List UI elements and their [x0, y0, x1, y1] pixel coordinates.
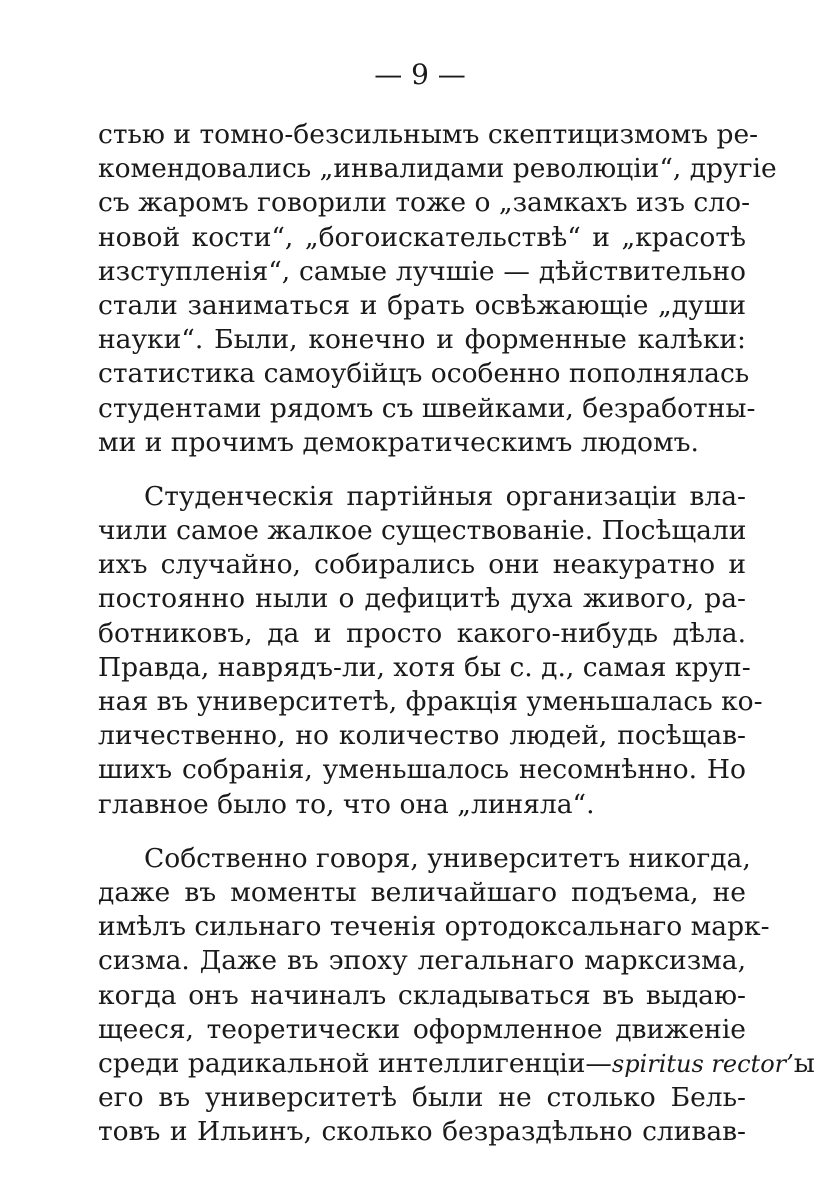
text-line: Правда, наврядъ-ли, хотя бы с. д., самая круп-: [98, 651, 751, 683]
text-line: даже въ моменты величайшаго подъема, не: [98, 876, 746, 908]
text-line: стью и томно-безсильнымъ скептицизмомъ ре-: [98, 119, 759, 150]
text-line: ботниковъ, да и просто какого-нибудь дѣла.: [98, 617, 746, 649]
text-line: сизма. Даже въ эпоху легальнаго марксизма,: [98, 945, 746, 977]
text-line: студентами рядомъ съ швейками, безработны-: [98, 392, 756, 424]
text-line: товъ и Ильинъ, сколько безраздѣльно сливав-: [98, 1116, 746, 1148]
text-line: шихъ собранія, уменьшалось несомнѣнно. Но: [98, 754, 746, 786]
text-line: главное было то, что она „линяла“.: [98, 788, 595, 820]
text-line: науки“. Были, конечно и форменные калѣки:: [98, 324, 746, 356]
text-line: ная въ университетѣ, фракція уменьшалась ко-: [98, 686, 763, 717]
text-segment: ы: [793, 1047, 815, 1079]
text-line: чили самое жалкое существованіе. Посѣщали: [98, 515, 747, 547]
paragraph-3: [98, 842, 815, 1150]
text-line: комендовались „инвалидами революціи“, другіе: [98, 153, 777, 185]
text-line: новой кости“, „богоискательствѣ“ и „красотѣ: [98, 221, 746, 253]
text-line: ми и прочимъ демократическимъ людомъ.: [98, 426, 699, 458]
latin-phrase: spiritus rector’: [611, 1049, 794, 1078]
text-line: имѣлъ сильнаго теченія ортодоксальнаго марк-: [98, 911, 770, 943]
text-line: постоянно ныли о дефицитѣ духа живого, ра-: [98, 583, 746, 615]
text-line: изступленія“, самые лучшіе — дѣйствительно: [98, 255, 746, 287]
text-line: его въ университетѣ были не столько Бель-: [98, 1082, 746, 1114]
text-line: стали заниматься и брать освѣжающіе „души: [98, 289, 746, 321]
text-line: съ жаромъ говорили тоже о „замкахъ изъ сло-: [98, 187, 751, 219]
text-line: личественно, но количество людей, посѣщав-: [98, 720, 746, 752]
text-line: ихъ случайно, собирались они неакуратно и: [98, 549, 746, 581]
text-line: Студенческія партійныя организаціи вла-: [144, 480, 746, 512]
paragraph-1: [98, 118, 777, 460]
text-segment: среди радикальной интеллигенціи—: [98, 1047, 612, 1079]
text-line: Собственно говоря, университетъ никогда,: [144, 842, 751, 874]
body-text: [98, 118, 815, 1149]
page-number: — 9 —: [374, 58, 466, 91]
paragraph-2: [98, 480, 763, 822]
text-line: статистика самоубійцъ особенно пополнялась: [98, 358, 750, 390]
text-line: когда онъ начиналъ складываться въ выдаю-: [98, 979, 746, 1011]
text-line: щееся, теоретически оформленное движеніе: [98, 1013, 746, 1045]
text-line-with-latin: [98, 1047, 815, 1081]
